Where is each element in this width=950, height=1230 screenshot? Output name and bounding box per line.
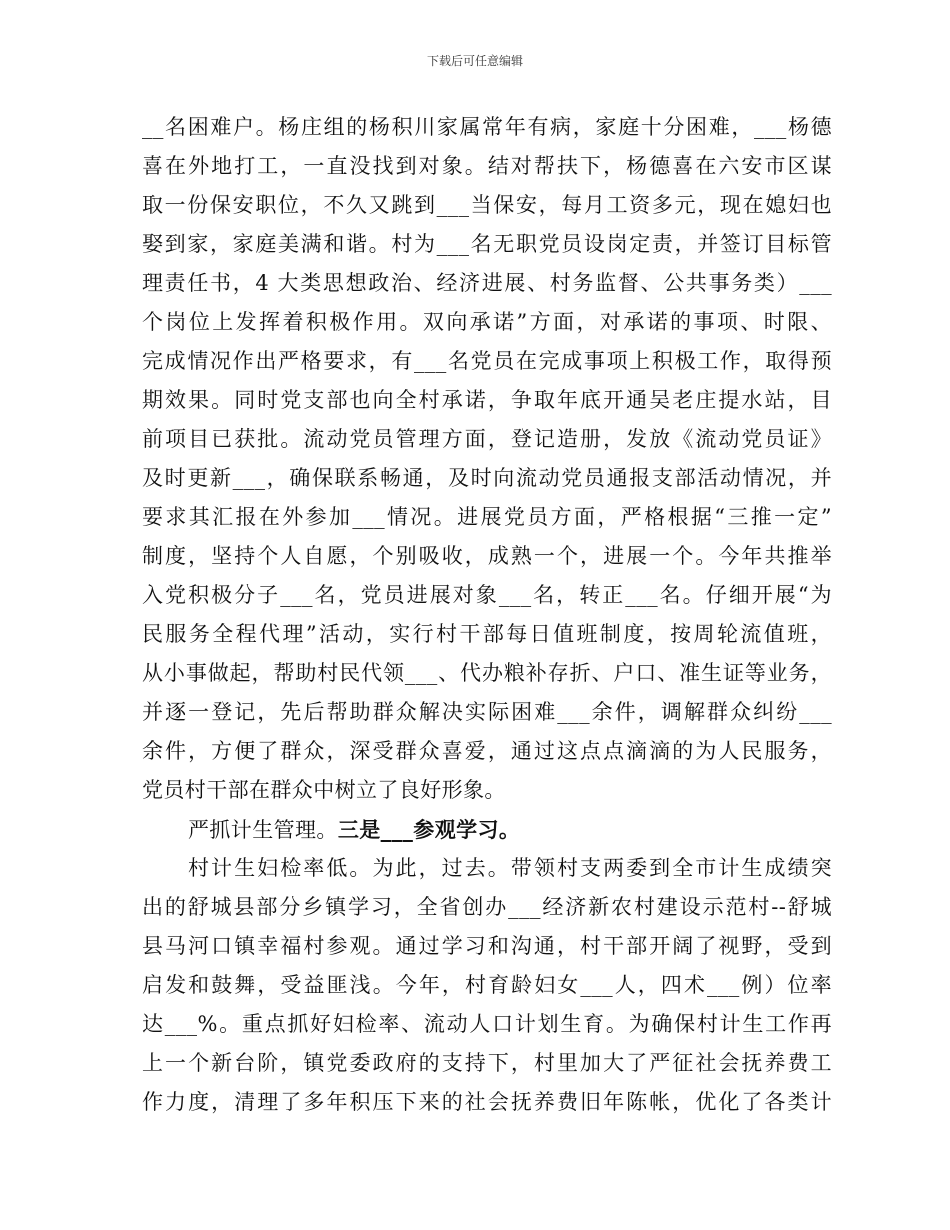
text-line: 娶到家，家庭美满和谐。村为___名无职党员设岗定责，并签订目标管 <box>142 232 832 256</box>
text-line: 从小事做起，帮助村民代领___、代办粮补存折、户口、准生证等业务， <box>142 661 832 685</box>
text-line: 余件，方便了群众，深受群众喜爱，通过这点点滴滴的为人民服务， <box>142 739 832 763</box>
text-line: 出的舒城县部分乡镇学习，全省创办___经济新农村建设示范村--舒城 <box>142 895 832 919</box>
text-line: 村计生妇检率低。为此，过去。带领村支两委到全市计生成绩突 <box>188 856 832 880</box>
text-line: 喜在外地打工，一直没找到对象。结对帮扶下，杨德喜在六安市区谋 <box>142 154 832 178</box>
paragraph-1 <box>142 108 832 810</box>
text-line: __名困难户。杨庄组的杨积川家属常年有病，家庭十分困难，___杨德 <box>142 115 832 139</box>
text-line: 党员村干部在群众中树立了良好形象。 <box>142 778 506 802</box>
heading-normal-text: 严抓计生管理。 <box>188 818 338 842</box>
text-line: 前项目已获批。流动党员管理方面，登记造册，发放《流动党员证》 <box>142 427 832 451</box>
text-line: 入党积极分子___名，党员进展对象___名，转正___名。仔细开展“为 <box>142 583 832 607</box>
text-line: 并逐一登记，先后帮助群众解决实际困难___余件，调解群众纠纷___ <box>142 700 832 724</box>
text-line: 取一份保安职位，不久又跳到___当保安，每月工资多元，现在媳妇也 <box>142 193 832 217</box>
paragraph-2 <box>142 849 832 1122</box>
text-line: 期效果。同时党支部也向全村承诺，争取年底开通吴老庄提水站，目 <box>142 388 832 412</box>
text-line: 作力度，清理了多年积压下来的社会抚养费旧年陈帐，优化了各类计 <box>142 1090 832 1114</box>
text-line: 制度，坚持个人自愿，个别吸收，成熟一个，进展一个。今年共推举 <box>142 544 832 568</box>
text-line: 启发和鼓舞，受益匪浅。今年，村育龄妇女___人，四术___例）位率 <box>142 973 832 997</box>
text-line: 完成情况作出严格要求，有___名党员在完成事项上积极工作，取得预 <box>142 349 832 373</box>
document-body <box>142 108 832 1122</box>
text-line: 上一个新台阶，镇党委政府的支持下，村里加大了严征社会抚养费工 <box>142 1051 832 1075</box>
text-line: 达___%。重点抓好妇检率、流动人口计划生育。为确保村计生工作再 <box>142 1012 832 1036</box>
text-line: 理责任书，4 大类思想政治、经济进展、村务监督、公共事务类）___ <box>142 271 832 295</box>
text-line: 及时更新___，确保联系畅通，及时向流动党员通报支部活动情况，并 <box>142 466 832 490</box>
text-line: 个岗位上发挥着积极作用。双向承诺”方面，对承诺的事项、时限、 <box>142 310 832 334</box>
heading-bold-text: 三是___参观学习。 <box>337 817 521 842</box>
text-line: 县马河口镇幸福村参观。通过学习和沟通，村干部开阔了视野，受到 <box>142 934 832 958</box>
text-line: 要求其汇报在外参加___情况。进展党员方面，严格根据“三推一定” <box>142 505 832 529</box>
text-line: 民服务全程代理”活动，实行村干部每日值班制度，按周轮流值班， <box>142 622 832 646</box>
section-heading <box>142 810 832 849</box>
page-header: 下载后可任意编辑 <box>426 54 523 68</box>
